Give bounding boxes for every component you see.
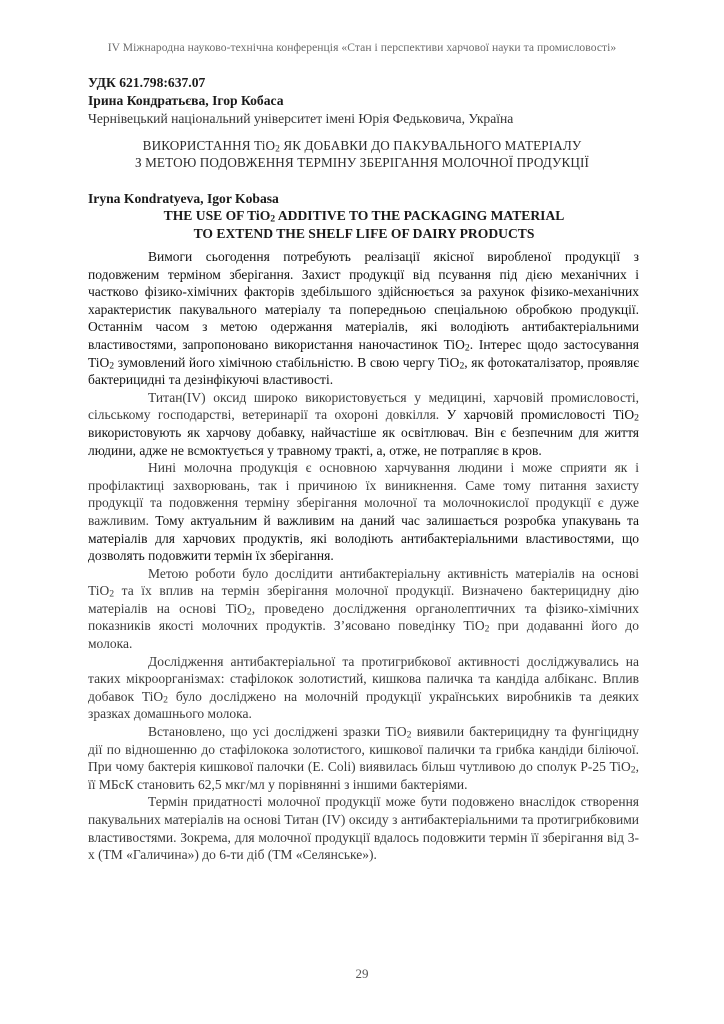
paragraph-research: Дослідження антибактеріальної та протигрибкової активності досліджувались на таких мікроорганізмах: стафілокок золотистий, кишкова паличка та кандіда албіканс. Вплив добавок TiO$_2$ було досліджено на молочній продукції українських виробників та деяких зразках домашнього молока. [88,653,639,722]
running-header: IV Міжнародна науково-технічна конференція «Стан і перспективи харчової науки та промисловості» [107,41,617,54]
title-en-line-1: THE USE OF TiO$_2$ ADDITIVE TO THE PACKAGING MATERIAL [163,208,565,225]
page-number: 29 [355,966,369,981]
paragraph-titanium-oxide: Титан(IV) оксид широко використовується у медицині, харчовій промисловості, сільському господарстві, ветеринарії та охороні довкілля. У харчовій промисловості TiO$_2$ використовують як харчову добавку, найчастіше як освітлювач. Він є безпечним для життя людини, адже не всмоктується у травному тракті, а, отже, не потрапляє в кров. [88,389,640,458]
affiliation: Чернівецький національний університет імені Юрія Федьковича, Україна [88,111,514,126]
paragraph-intro: Вимоги сьогодення потребують реалізації якісної виробленої продукції з подовженим терміном зберігання. Захист продукції від псування під дією механічних і частково фізико-хімічних факторів здебільшого здійснюється за рахунок фізико-механічних характеристик пакувального матеріалу та попередньою спеціальною обробкою продукції. Останнім часом з метою одержання матеріалів, які володіють антибактеріальними властивостями, запропоновано використання наночастинок TiO$_2$. Інтерес щодо застосування TiO$_2$ зумовлений його хімічною стабільністю. В свою чергу TiO$_2$, як фотокаталізатор, проявляє бактерицидні та дезінфікуючі властивості. [88,249,639,388]
paragraph-dairy-products: Нині молочна продукція є основною харчування людини і може сприяти як і профілактиці захворювань, так і причиною їх виникнення. Саме тому питання захисту продукції та подовження терміну зберігання молочної та молочнокислої продукції є дуже важливим. Тому актуальним й важливим на даний час залишається розробка упакувань та матеріалів для харчових продуктів, які володіють антибактеріальними властивостями, що дозволять подовжити термін їх зберігання. [88,460,640,564]
paragraph-aim: Метою роботи було дослідити антибактеріальну активність матеріалів на основі TiO$_2$ та їх вплив на термін зберігання молочної продукції. Визначено бактерицидну дію матеріалів на основі TiO$_2$, проведено дослідження органолептичних та фізико-хімічних показників якості молочних продуктів. З’ясовано поведінку TiO$_2$ при додаванні його до молока. [88,565,639,652]
authors-ukrainian: Ірина Кондратьєва, Ігор Кобаса [88,93,284,108]
title-en-line-2: TO EXTEND THE SHELF LIFE OF DAIRY PRODUCTS [193,225,535,241]
paragraph-results: Встановлено, що усі досліджені зразки TiO$_2$ виявили бактерицидну та фунгіцидну дії по відношенню до стафілокока золотистого, кишкової палички та грибка кандіди біліючої. При чому бактерія кишкової палочки (E. Coli) виявилась більш чутливою до сполук P-25 TiO$_2$, її МБсК становить 62,5 мкг/мл у порівнянні з іншими бактеріями. [88,724,639,792]
article-body [88,248,639,864]
article-meta [88,74,648,128]
title-ua-line-1: ВИКОРИСТАННЯ TiO$_2$ ЯК ДОБАВКИ ДО ПАКУВАЛЬНОГО МАТЕРІАЛУ [142,138,582,155]
title-english [90,207,638,242]
authors-english: Iryna Kondratyeva, Igor Kobasa [88,191,279,206]
udk-code: УДК 621.798:637.07 [88,75,206,90]
paragraph-conclusion: Термін придатності молочної продукції може бути подовжено внаслідок створення пакувальних матеріалів на основі Титан (IV) оксиду з антибактеріальними та протигрибковими властивостями. Зокрема, для молочної продукції вдалось подовжити термін її зберігання від 3-х (ТМ «Галичина») до 6-ти діб (ТМ «Селянське»). [88,794,639,863]
title-ua-line-2: З МЕТОЮ ПОДОВЖЕННЯ ТЕРМІНУ ЗБЕРІГАННЯ МОЛОЧНОЇ ПРОДУКЦІЇ [135,155,589,170]
title-ukrainian [84,137,640,171]
